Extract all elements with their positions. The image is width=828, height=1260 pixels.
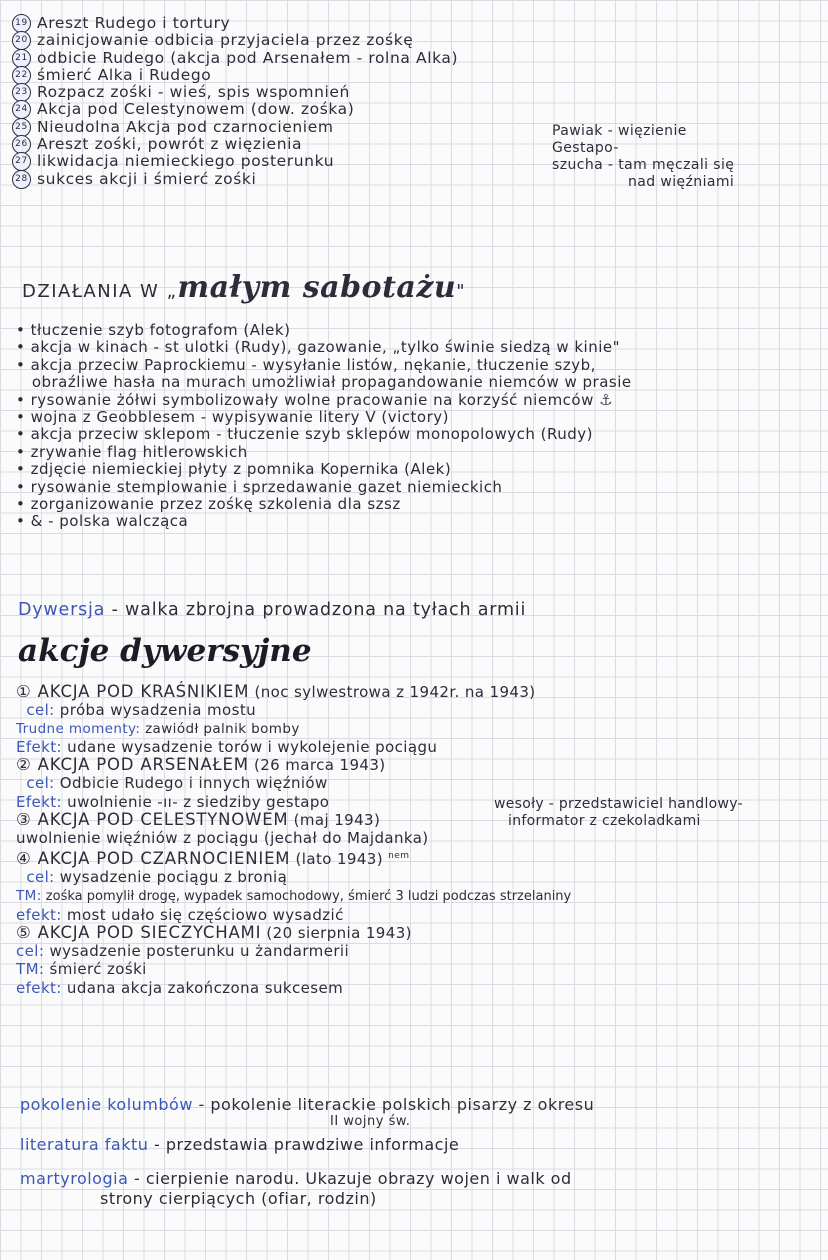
- side-note-line: wesoły - przedstawiciel handlowy-: [494, 796, 743, 812]
- list-item: [12, 135, 458, 152]
- detail-text: zośka pomylił drogę, wypadek samochodowy, śmierć 3 ludzi podczas strzelaniny: [41, 889, 572, 905]
- list-item: [12, 170, 458, 187]
- anchor-icon: ⚓: [599, 390, 614, 409]
- number-badge: 26: [12, 135, 31, 154]
- action-date: (maj 1943): [288, 810, 381, 829]
- number-badge: 19: [12, 14, 31, 33]
- action-name: ③ AKCJA POD CELESTYNOWEM: [16, 809, 289, 829]
- side-note-pawiak: [552, 123, 734, 191]
- action-detail: [16, 906, 571, 924]
- bullet-item: • akcja przeciw sklepom - tłuczenie szyb sklepów monopolowych (Rudy): [16, 426, 632, 443]
- action-detail: [16, 774, 571, 792]
- list-item: [12, 100, 458, 117]
- action-date: (20 sierpnia 1943): [261, 924, 412, 943]
- action-title: [16, 811, 571, 829]
- action-detail: [16, 738, 571, 756]
- heading-title: małym sabotażu: [177, 270, 457, 305]
- bullet-item: • rysowanie stemplowanie i sprzedawanie gazet niemieckich: [16, 479, 632, 496]
- list-item-text: Areszt Rudego i tortury: [37, 14, 231, 32]
- definition-text: - przedstawia prawdziwe informacje: [148, 1135, 460, 1154]
- definition-text: - pokolenie literackie polskich pisarzy z okresu: [192, 1095, 595, 1114]
- number-badge: 23: [12, 83, 31, 102]
- action-detail: [16, 979, 571, 997]
- definition-row: [20, 1095, 594, 1115]
- definition-row: [20, 1135, 594, 1155]
- detail-label: TM:: [16, 960, 45, 979]
- action-detail: [16, 960, 571, 978]
- bullet-item-continued: [16, 374, 632, 391]
- detail-text: zawiódł palnik bomby: [140, 721, 300, 738]
- list-item: [12, 66, 458, 83]
- detail-text: śmierć zośki: [44, 960, 147, 979]
- detail-text: udane wysadzenie torów i wykolejenie pociągu: [62, 738, 438, 757]
- definition-term: Dywersja: [18, 600, 106, 620]
- detail-text: Odbicie Rudego i innych więźniów: [54, 774, 328, 793]
- list-item-text: zainicjowanie odbicia przyjaciela przez zośkę: [37, 31, 414, 50]
- side-note-line: Pawiak - więzienie: [552, 123, 687, 139]
- list-item-text: sukces akcji i śmierć zośki: [37, 169, 257, 188]
- detail-label: cel:: [26, 701, 55, 720]
- definition-term: martyrologia: [20, 1169, 129, 1188]
- definition-text: - cierpienie narodu. Ukazuje obrazy wojen i walk od: [128, 1169, 572, 1188]
- definition-continued: strony cierpiących (ofiar, rodzin): [100, 1189, 377, 1208]
- action-title: [16, 756, 571, 774]
- side-note-line: nad więźniami: [628, 174, 735, 190]
- list-item: [12, 14, 458, 31]
- list-item-text: Rozpacz zośki - wieś, spis wspomnień: [37, 83, 350, 102]
- number-badge: 21: [12, 49, 31, 68]
- action-date: (26 marca 1943): [248, 756, 386, 775]
- detail-label: Trudne momenty:: [16, 721, 141, 738]
- numbered-events-list: [12, 14, 458, 187]
- list-item: [12, 49, 458, 66]
- action-detail: [16, 942, 571, 960]
- definition-row: [20, 1169, 594, 1189]
- side-note-line: szucha - tam męczali się: [552, 157, 735, 173]
- sabotage-bullet-list: [16, 322, 632, 531]
- side-note-line: Gestapo-: [552, 140, 619, 156]
- definition-term: pokolenie kolumbów: [20, 1095, 193, 1114]
- bullet-item: • zrywanie flag hitlerowskich: [16, 444, 632, 461]
- detail-label: efekt:: [16, 978, 62, 997]
- list-item: [12, 118, 458, 135]
- definition-text: - walka zbrojna prowadzona na tyłach armii: [105, 600, 527, 620]
- definition-term: literatura faktu: [20, 1135, 149, 1154]
- section-heading-maly-sabotaz: [22, 270, 466, 305]
- action-name: ④ AKCJA POD CZARNOCIENIEM: [16, 848, 291, 868]
- bullet-item: [16, 392, 632, 409]
- heading-suffix: ": [456, 281, 466, 302]
- heading-prefix: DZIAŁANIA W „: [22, 281, 178, 302]
- detail-text: uwolnienie więźniów z pociągu (jechał do Majdanka): [16, 828, 429, 847]
- number-badge: 22: [12, 66, 31, 85]
- detail-label: cel:: [16, 942, 45, 961]
- number-badge: 24: [12, 100, 31, 119]
- detail-label: cel:: [26, 867, 55, 886]
- list-item-text: Akcja pod Celestynowem (dow. zośka): [37, 100, 355, 119]
- section-heading-akcje-dywersyjne: akcje dywersyjne: [18, 633, 312, 669]
- list-item-text: likwidacja niemieckiego posterunku: [37, 152, 335, 171]
- detail-text: udana akcja zakończona sukcesem: [61, 978, 344, 997]
- action-detail: [16, 829, 571, 847]
- superscript-note: nem: [388, 850, 410, 861]
- bullet-item: • tłuczenie szyb fotografom (Alek): [16, 322, 632, 339]
- detail-label: cel:: [26, 774, 55, 793]
- action-title: [16, 847, 571, 868]
- action-detail: [16, 868, 571, 886]
- action-detail: [16, 701, 571, 719]
- action-title: [16, 924, 571, 942]
- definition-continued: II wojny św.: [330, 1114, 411, 1129]
- side-note-line: informator z czekoladkami: [508, 813, 701, 829]
- list-item: [12, 31, 458, 48]
- bullet-text: rysowanie żółwi symbolizowały wolne pracowanie na korzyść niemców: [30, 390, 594, 409]
- detail-text: most udało się częściowo wysadzić: [61, 906, 344, 925]
- bullet-item: • zdjęcie niemieckiej płyty z pomnika Kopernika (Alek): [16, 461, 632, 478]
- list-item: [12, 152, 458, 169]
- detail-text: wysadzenie posterunku u żandarmerii: [44, 942, 350, 961]
- detail-label: TM:: [16, 888, 42, 905]
- bullet-item: • zorganizowanie przez zośkę szkolenia dla szsz: [16, 496, 632, 513]
- list-item-text: śmierć Alka i Rudego: [37, 65, 212, 84]
- detail-label: Efekt:: [16, 792, 63, 811]
- list-item-text: Nieudolna Akcja pod czarnocieniem: [37, 117, 334, 136]
- action-name: ① AKCJA POD KRAŚNIKIEM: [16, 682, 250, 701]
- number-badge: 20: [12, 31, 31, 50]
- detail-text: wysadzenie pociągu z bronią: [54, 867, 288, 886]
- bullet-text: obraźliwe hasła na murach umożliwiał propagandowanie niemców w prasie: [31, 373, 632, 392]
- bullet-item: • & - polska walcząca: [16, 513, 632, 530]
- detail-text: uwolnienie -ıı- z siedziby gestapo: [62, 792, 330, 811]
- action-name: ② AKCJA POD ARSENAŁEM: [16, 755, 249, 775]
- action-date: (noc sylwestrowa z 1942r. na 1943): [249, 683, 536, 701]
- number-badge: 25: [12, 118, 31, 137]
- action-title: [16, 683, 571, 701]
- number-badge: 28: [12, 170, 31, 189]
- action-detail: [16, 719, 571, 738]
- list-item-text: odbicie Rudego (akcja pod Arsenałem - rolna Alka): [37, 48, 459, 67]
- diversion-actions-list: [16, 683, 571, 997]
- list-item-text: Areszt zośki, powrót z więzienia: [37, 135, 303, 154]
- side-note-wesoly: [494, 796, 743, 830]
- list-item: [12, 83, 458, 100]
- detail-text: próba wysadzenia mostu: [54, 701, 257, 720]
- action-detail: [16, 793, 571, 811]
- action-date: (lato 1943): [290, 849, 383, 868]
- definitions-list: [20, 1095, 594, 1209]
- bullet-item: • wojna z Geobblesem - wypisywanie litery V (victory): [16, 409, 632, 426]
- action-name: ⑤ AKCJA POD SIECZYCHAMI: [16, 923, 262, 943]
- bullet-item: • akcja w kinach - st ulotki (Rudy), gazowanie, „tylko świnie siedzą w kinie": [16, 339, 632, 356]
- detail-label: efekt:: [16, 906, 62, 925]
- action-detail: [16, 886, 571, 906]
- number-badge: 27: [12, 152, 31, 171]
- bullet-item: • akcja przeciw Paprockiemu - wysyłanie listów, nękanie, tłuczenie szyb,: [16, 357, 632, 374]
- definition-dywersja: [18, 600, 526, 620]
- detail-label: Efekt:: [16, 738, 63, 757]
